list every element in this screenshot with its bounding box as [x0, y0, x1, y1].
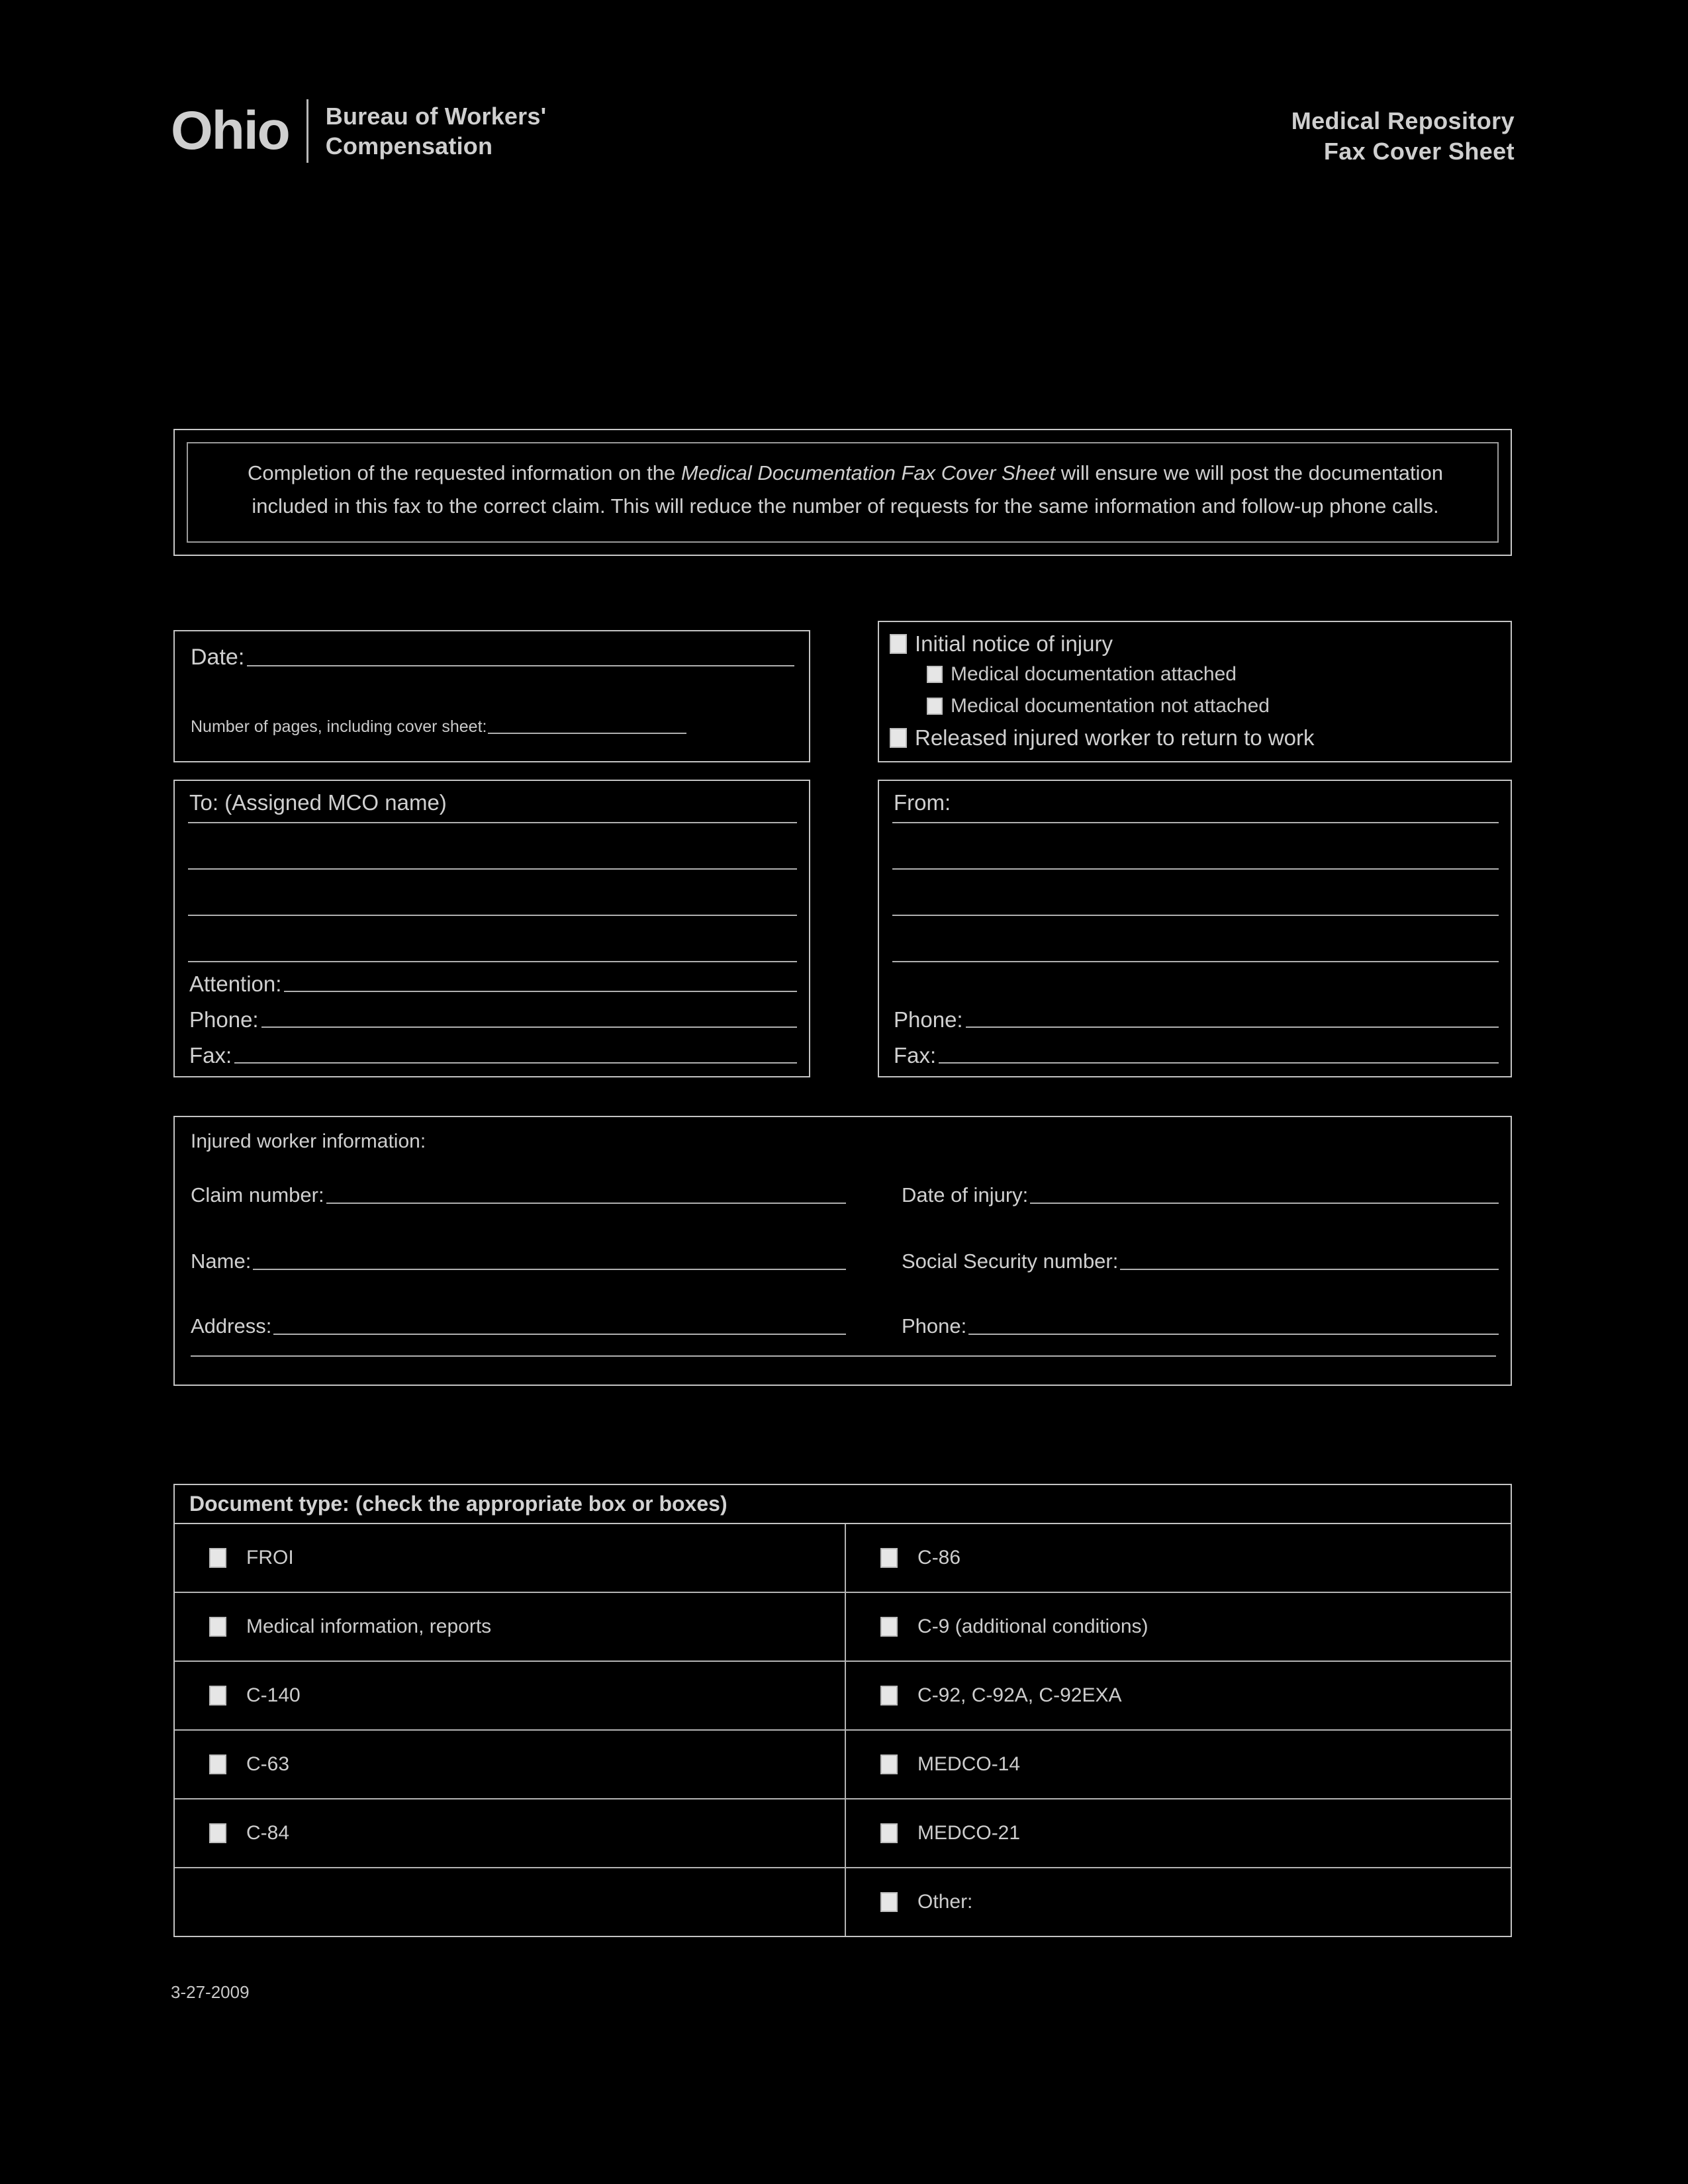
ohio-wordmark: Ohio [171, 101, 289, 161]
intro-text-italic: Medical Documentation Fax Cover Sheet [680, 461, 1056, 484]
checkbox-label: Medical documentation attached [951, 663, 1237, 685]
table-cell-left[interactable] [175, 1592, 845, 1661]
checkbox-other[interactable] [846, 1891, 1511, 1913]
checkbox-label: Medical information, reports [246, 1615, 492, 1637]
date-label: Date: [191, 645, 245, 670]
table-cell-right[interactable] [845, 1661, 1511, 1730]
date-of-injury-row [902, 1183, 1499, 1207]
checkbox-icon[interactable] [890, 634, 907, 654]
to-label: To: (Assigned MCO name) [189, 790, 447, 815]
to-box [173, 780, 810, 1077]
checkbox-c-140[interactable] [175, 1684, 845, 1707]
checkbox-icon[interactable] [209, 1754, 226, 1774]
checkbox-label: C-92, C-92A, C-92EXA [917, 1684, 1122, 1706]
table-cell-left-empty [175, 1868, 845, 1936]
checkbox-icon[interactable] [880, 1686, 898, 1706]
table-row [175, 1524, 1511, 1592]
injured-worker-heading: Injured worker information: [191, 1130, 426, 1152]
worker-address-row [191, 1314, 846, 1338]
checkbox-released-injured-worker-return-to-work[interactable] [890, 725, 1314, 751]
bwc-logo [171, 99, 546, 163]
date-of-injury-label: Date of injury: [902, 1183, 1029, 1206]
from-fax-label: Fax: [894, 1043, 937, 1068]
to-address-line-1[interactable] [188, 822, 797, 823]
checkbox-icon[interactable] [890, 728, 907, 748]
to-address-line-3[interactable] [188, 915, 797, 916]
table-row [175, 1730, 1511, 1799]
to-attention-row [189, 973, 797, 996]
table-cell-right[interactable] [845, 1868, 1511, 1936]
checkbox-label: Other: [917, 1891, 973, 1913]
agency-name [326, 101, 547, 161]
to-fax-input-line[interactable] [234, 1062, 797, 1064]
pages-input-line[interactable] [488, 732, 686, 734]
intro-text-after: will ensure we will post the documentation included in this fax to the correct claim. This will reduce the number of requests for the same information and follow-up phone calls. [252, 461, 1443, 518]
to-attention-label: Attention: [189, 972, 282, 996]
claim-number-input-line[interactable] [326, 1202, 846, 1204]
checkbox-c-86[interactable] [846, 1547, 1511, 1569]
pages-label: Number of pages, including cover sheet: [191, 717, 487, 736]
to-phone-label: Phone: [189, 1007, 259, 1032]
table-cell-left[interactable] [175, 1661, 845, 1730]
from-address-line-1[interactable] [892, 822, 1499, 823]
worker-address-label: Address: [191, 1314, 272, 1338]
pages-field-row [191, 717, 794, 737]
to-fax-row [189, 1044, 797, 1068]
to-phone-input-line[interactable] [261, 1026, 797, 1028]
worker-phone-label: Phone: [902, 1314, 967, 1338]
notice-type-box [878, 621, 1512, 762]
document-type-section [173, 1484, 1512, 1937]
checkbox-icon[interactable] [209, 1548, 226, 1568]
checkbox-medco-21[interactable] [846, 1822, 1511, 1844]
document-title-line2: Fax Cover Sheet [1323, 138, 1515, 165]
from-address-line-2[interactable] [892, 868, 1499, 870]
checkbox-label: Initial notice of injury [915, 631, 1113, 656]
worker-address-input-line[interactable] [273, 1333, 846, 1335]
checkbox-label: C-9 (additional conditions) [917, 1615, 1149, 1637]
ssn-row [902, 1250, 1499, 1273]
table-row [175, 1592, 1511, 1661]
checkbox-label: Released injured worker to return to work [915, 725, 1315, 750]
table-cell-right[interactable] [845, 1730, 1511, 1799]
table-cell-right[interactable] [845, 1592, 1511, 1661]
checkbox-icon[interactable] [209, 1617, 226, 1637]
checkbox-froi[interactable] [175, 1547, 845, 1569]
checkbox-label: MEDCO-14 [917, 1753, 1021, 1775]
checkbox-icon[interactable] [209, 1823, 226, 1843]
checkbox-c-9-additional-conditions[interactable] [846, 1615, 1511, 1638]
from-phone-input-line[interactable] [966, 1026, 1499, 1028]
to-attention-input-line[interactable] [284, 990, 797, 992]
checkbox-medical-information-reports[interactable] [175, 1615, 845, 1638]
page-header [171, 99, 1515, 192]
worker-phone-input-line[interactable] [968, 1333, 1499, 1335]
checkbox-label: C-86 [917, 1547, 961, 1569]
date-of-injury-input-line[interactable] [1030, 1202, 1499, 1204]
table-cell-left[interactable] [175, 1799, 845, 1868]
intro-text-before: Completion of the requested information on the [248, 461, 681, 484]
from-box [878, 780, 1512, 1077]
document-type-table [175, 1524, 1511, 1936]
intro-callout-inner-border [187, 442, 1499, 543]
date-input-line[interactable] [247, 664, 794, 666]
table-cell-right[interactable] [845, 1524, 1511, 1592]
agency-name-line1: Bureau of Workers' [325, 102, 547, 130]
checkbox-icon[interactable] [209, 1686, 226, 1706]
table-row [175, 1868, 1511, 1936]
worker-phone-row [902, 1314, 1499, 1338]
from-label: From: [894, 790, 951, 815]
checkbox-c-92-group[interactable] [846, 1684, 1511, 1707]
checkbox-label: C-84 [246, 1822, 290, 1844]
worker-address-line-2[interactable] [191, 1355, 1496, 1357]
date-box [173, 630, 810, 762]
from-phone-row [894, 1009, 1499, 1032]
from-fax-row [894, 1044, 1499, 1068]
worker-name-label: Name: [191, 1250, 252, 1273]
checkbox-label: C-140 [246, 1684, 301, 1706]
checkbox-c-84[interactable] [175, 1822, 845, 1844]
revision-date: 3-27-2009 [171, 1982, 250, 2002]
claim-number-row [191, 1183, 846, 1207]
checkbox-initial-notice-of-injury[interactable] [890, 631, 1113, 657]
checkbox-icon[interactable] [880, 1754, 898, 1774]
from-address-line-4[interactable] [892, 961, 1499, 962]
worker-name-row [191, 1250, 846, 1273]
checkbox-medical-documentation-not-attached[interactable] [927, 695, 1270, 717]
to-fax-label: Fax: [189, 1043, 232, 1068]
from-address-line-3[interactable] [892, 915, 1499, 916]
table-row [175, 1661, 1511, 1730]
to-address-line-4[interactable] [188, 961, 797, 962]
agency-name-line2: Compensation [325, 132, 493, 159]
table-cell-left[interactable] [175, 1524, 845, 1592]
checkbox-icon[interactable] [880, 1548, 898, 1568]
ssn-input-line[interactable] [1120, 1268, 1499, 1270]
checkbox-icon[interactable] [880, 1617, 898, 1637]
to-address-line-2[interactable] [188, 868, 797, 870]
to-phone-row [189, 1009, 797, 1032]
table-cell-left[interactable] [175, 1730, 845, 1799]
checkbox-label: C-63 [246, 1753, 290, 1775]
date-field-row [191, 645, 794, 670]
claim-number-label: Claim number: [191, 1183, 324, 1206]
checkbox-icon[interactable] [927, 698, 943, 715]
intro-callout-box [173, 429, 1512, 556]
document-title-line1: Medical Repository [1291, 107, 1515, 134]
checkbox-medco-14[interactable] [846, 1753, 1511, 1776]
checkbox-icon[interactable] [880, 1892, 898, 1912]
document-type-heading: Document type: (check the appropriate box or boxes) [175, 1485, 1511, 1524]
table-cell-right[interactable] [845, 1799, 1511, 1868]
checkbox-medical-documentation-attached[interactable] [927, 663, 1237, 686]
intro-paragraph [208, 457, 1483, 523]
checkbox-icon[interactable] [880, 1823, 898, 1843]
checkbox-label: FROI [246, 1547, 294, 1569]
checkbox-c-63[interactable] [175, 1753, 845, 1776]
from-phone-label: Phone: [894, 1007, 963, 1032]
injured-worker-box [173, 1116, 1512, 1386]
checkbox-label: Medical documentation not attached [951, 695, 1270, 717]
checkbox-label: MEDCO-21 [917, 1822, 1021, 1844]
from-fax-input-line[interactable] [939, 1062, 1499, 1064]
ssn-label: Social Security number: [902, 1250, 1119, 1273]
checkbox-icon[interactable] [927, 666, 943, 683]
logo-divider [306, 99, 308, 163]
document-title [1291, 106, 1515, 167]
table-row [175, 1799, 1511, 1868]
worker-name-input-line[interactable] [253, 1268, 846, 1270]
